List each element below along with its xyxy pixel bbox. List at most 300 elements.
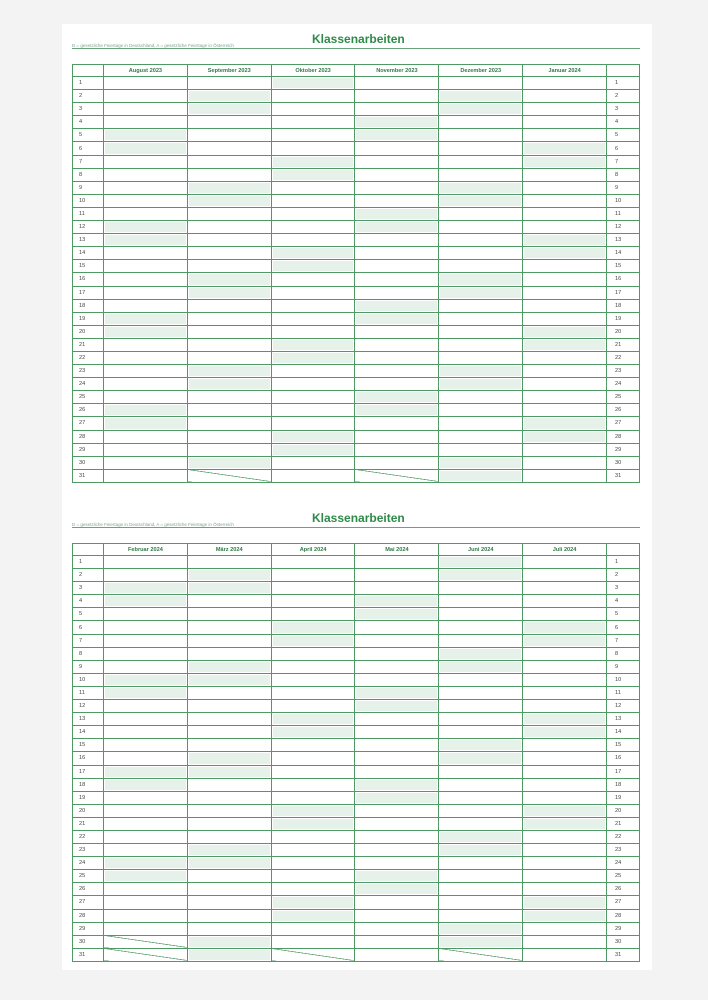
exam-entry-cell[interactable] xyxy=(271,181,355,194)
exam-entry-cell[interactable] xyxy=(439,765,523,778)
exam-entry-cell[interactable] xyxy=(187,804,271,817)
exam-entry-cell[interactable] xyxy=(271,168,355,181)
exam-entry-cell[interactable] xyxy=(104,273,188,286)
exam-entry-cell[interactable] xyxy=(355,765,439,778)
exam-entry-cell[interactable] xyxy=(187,686,271,699)
exam-entry-cell[interactable] xyxy=(355,194,439,207)
exam-entry-cell[interactable] xyxy=(355,556,439,569)
exam-entry-cell[interactable] xyxy=(104,194,188,207)
exam-entry-cell[interactable] xyxy=(104,608,188,621)
exam-entry-cell[interactable] xyxy=(355,430,439,443)
unused-day-cell[interactable] xyxy=(355,469,439,482)
exam-entry-cell[interactable] xyxy=(271,325,355,338)
exam-entry-cell[interactable] xyxy=(355,844,439,857)
exam-entry-cell[interactable] xyxy=(523,909,607,922)
exam-entry-cell[interactable] xyxy=(187,857,271,870)
exam-entry-cell[interactable] xyxy=(439,194,523,207)
exam-entry-cell[interactable] xyxy=(271,857,355,870)
exam-entry-cell[interactable] xyxy=(271,582,355,595)
exam-entry-cell[interactable] xyxy=(187,595,271,608)
exam-entry-cell[interactable] xyxy=(439,922,523,935)
exam-entry-cell[interactable] xyxy=(439,896,523,909)
exam-entry-cell[interactable] xyxy=(523,556,607,569)
exam-entry-cell[interactable] xyxy=(355,273,439,286)
exam-entry-cell[interactable] xyxy=(271,830,355,843)
exam-entry-cell[interactable] xyxy=(104,312,188,325)
exam-entry-cell[interactable] xyxy=(355,883,439,896)
exam-entry-cell[interactable] xyxy=(104,804,188,817)
exam-entry-cell[interactable] xyxy=(523,647,607,660)
exam-entry-cell[interactable] xyxy=(439,247,523,260)
exam-entry-cell[interactable] xyxy=(523,351,607,364)
exam-entry-cell[interactable] xyxy=(104,726,188,739)
exam-entry-cell[interactable] xyxy=(187,700,271,713)
exam-entry-cell[interactable] xyxy=(271,595,355,608)
exam-entry-cell[interactable] xyxy=(271,260,355,273)
exam-entry-cell[interactable] xyxy=(523,778,607,791)
unused-day-cell[interactable] xyxy=(187,469,271,482)
exam-entry-cell[interactable] xyxy=(271,247,355,260)
exam-entry-cell[interactable] xyxy=(271,443,355,456)
exam-entry-cell[interactable] xyxy=(355,686,439,699)
exam-entry-cell[interactable] xyxy=(271,456,355,469)
unused-day-cell[interactable] xyxy=(271,948,355,961)
exam-entry-cell[interactable] xyxy=(187,260,271,273)
exam-entry-cell[interactable] xyxy=(523,817,607,830)
exam-entry-cell[interactable] xyxy=(439,286,523,299)
exam-entry-cell[interactable] xyxy=(355,456,439,469)
exam-entry-cell[interactable] xyxy=(523,870,607,883)
exam-entry-cell[interactable] xyxy=(355,857,439,870)
exam-entry-cell[interactable] xyxy=(355,155,439,168)
exam-entry-cell[interactable] xyxy=(104,556,188,569)
exam-entry-cell[interactable] xyxy=(355,909,439,922)
exam-entry-cell[interactable] xyxy=(355,621,439,634)
exam-entry-cell[interactable] xyxy=(271,647,355,660)
exam-entry-cell[interactable] xyxy=(439,129,523,142)
exam-entry-cell[interactable] xyxy=(523,713,607,726)
exam-entry-cell[interactable] xyxy=(523,325,607,338)
exam-entry-cell[interactable] xyxy=(271,817,355,830)
exam-entry-cell[interactable] xyxy=(104,569,188,582)
exam-entry-cell[interactable] xyxy=(355,830,439,843)
exam-entry-cell[interactable] xyxy=(523,948,607,961)
exam-entry-cell[interactable] xyxy=(187,660,271,673)
exam-entry-cell[interactable] xyxy=(104,404,188,417)
exam-entry-cell[interactable] xyxy=(439,870,523,883)
exam-entry-cell[interactable] xyxy=(187,830,271,843)
exam-entry-cell[interactable] xyxy=(523,378,607,391)
exam-entry-cell[interactable] xyxy=(355,221,439,234)
exam-entry-cell[interactable] xyxy=(523,417,607,430)
exam-entry-cell[interactable] xyxy=(187,765,271,778)
exam-entry-cell[interactable] xyxy=(104,142,188,155)
exam-entry-cell[interactable] xyxy=(187,817,271,830)
exam-entry-cell[interactable] xyxy=(271,883,355,896)
exam-entry-cell[interactable] xyxy=(271,752,355,765)
exam-entry-cell[interactable] xyxy=(104,582,188,595)
exam-entry-cell[interactable] xyxy=(439,155,523,168)
exam-entry-cell[interactable] xyxy=(439,778,523,791)
exam-entry-cell[interactable] xyxy=(439,909,523,922)
exam-entry-cell[interactable] xyxy=(187,739,271,752)
exam-entry-cell[interactable] xyxy=(271,391,355,404)
exam-entry-cell[interactable] xyxy=(523,700,607,713)
exam-entry-cell[interactable] xyxy=(104,430,188,443)
exam-entry-cell[interactable] xyxy=(187,713,271,726)
exam-entry-cell[interactable] xyxy=(439,378,523,391)
exam-entry-cell[interactable] xyxy=(439,660,523,673)
exam-entry-cell[interactable] xyxy=(187,608,271,621)
exam-entry-cell[interactable] xyxy=(187,909,271,922)
exam-entry-cell[interactable] xyxy=(439,221,523,234)
exam-entry-cell[interactable] xyxy=(439,77,523,90)
exam-entry-cell[interactable] xyxy=(187,299,271,312)
exam-entry-cell[interactable] xyxy=(439,181,523,194)
exam-entry-cell[interactable] xyxy=(439,168,523,181)
exam-entry-cell[interactable] xyxy=(523,391,607,404)
exam-entry-cell[interactable] xyxy=(355,207,439,220)
exam-entry-cell[interactable] xyxy=(523,935,607,948)
exam-entry-cell[interactable] xyxy=(439,391,523,404)
exam-entry-cell[interactable] xyxy=(523,765,607,778)
exam-entry-cell[interactable] xyxy=(271,909,355,922)
exam-entry-cell[interactable] xyxy=(271,90,355,103)
exam-entry-cell[interactable] xyxy=(104,700,188,713)
exam-entry-cell[interactable] xyxy=(187,456,271,469)
exam-entry-cell[interactable] xyxy=(523,830,607,843)
exam-entry-cell[interactable] xyxy=(187,234,271,247)
exam-entry-cell[interactable] xyxy=(104,686,188,699)
exam-entry-cell[interactable] xyxy=(271,713,355,726)
exam-entry-cell[interactable] xyxy=(523,247,607,260)
exam-entry-cell[interactable] xyxy=(523,234,607,247)
exam-entry-cell[interactable] xyxy=(104,129,188,142)
exam-entry-cell[interactable] xyxy=(104,103,188,116)
exam-entry-cell[interactable] xyxy=(523,129,607,142)
exam-entry-cell[interactable] xyxy=(439,312,523,325)
exam-entry-cell[interactable] xyxy=(104,870,188,883)
exam-entry-cell[interactable] xyxy=(523,77,607,90)
exam-entry-cell[interactable] xyxy=(187,273,271,286)
exam-entry-cell[interactable] xyxy=(187,634,271,647)
exam-entry-cell[interactable] xyxy=(271,634,355,647)
exam-entry-cell[interactable] xyxy=(271,299,355,312)
exam-entry-cell[interactable] xyxy=(523,299,607,312)
exam-entry-cell[interactable] xyxy=(104,181,188,194)
exam-entry-cell[interactable] xyxy=(355,260,439,273)
exam-entry-cell[interactable] xyxy=(439,713,523,726)
exam-entry-cell[interactable] xyxy=(439,207,523,220)
exam-entry-cell[interactable] xyxy=(355,752,439,765)
exam-entry-cell[interactable] xyxy=(104,469,188,482)
exam-entry-cell[interactable] xyxy=(355,673,439,686)
exam-entry-cell[interactable] xyxy=(104,883,188,896)
exam-entry-cell[interactable] xyxy=(187,351,271,364)
exam-entry-cell[interactable] xyxy=(104,116,188,129)
exam-entry-cell[interactable] xyxy=(104,739,188,752)
exam-entry-cell[interactable] xyxy=(271,430,355,443)
exam-entry-cell[interactable] xyxy=(523,686,607,699)
exam-entry-cell[interactable] xyxy=(104,286,188,299)
exam-entry-cell[interactable] xyxy=(439,804,523,817)
exam-entry-cell[interactable] xyxy=(523,312,607,325)
exam-entry-cell[interactable] xyxy=(523,443,607,456)
exam-entry-cell[interactable] xyxy=(523,286,607,299)
exam-entry-cell[interactable] xyxy=(355,726,439,739)
exam-entry-cell[interactable] xyxy=(439,443,523,456)
exam-entry-cell[interactable] xyxy=(271,700,355,713)
exam-entry-cell[interactable] xyxy=(104,234,188,247)
exam-entry-cell[interactable] xyxy=(439,273,523,286)
unused-day-cell[interactable] xyxy=(104,948,188,961)
exam-entry-cell[interactable] xyxy=(271,404,355,417)
exam-entry-cell[interactable] xyxy=(104,77,188,90)
exam-entry-cell[interactable] xyxy=(355,660,439,673)
exam-entry-cell[interactable] xyxy=(271,142,355,155)
exam-entry-cell[interactable] xyxy=(523,181,607,194)
exam-entry-cell[interactable] xyxy=(271,726,355,739)
exam-entry-cell[interactable] xyxy=(439,116,523,129)
exam-entry-cell[interactable] xyxy=(355,778,439,791)
exam-entry-cell[interactable] xyxy=(104,168,188,181)
exam-entry-cell[interactable] xyxy=(271,608,355,621)
exam-entry-cell[interactable] xyxy=(271,116,355,129)
exam-entry-cell[interactable] xyxy=(271,155,355,168)
exam-entry-cell[interactable] xyxy=(355,168,439,181)
exam-entry-cell[interactable] xyxy=(355,443,439,456)
exam-entry-cell[interactable] xyxy=(439,260,523,273)
exam-entry-cell[interactable] xyxy=(523,660,607,673)
exam-entry-cell[interactable] xyxy=(355,181,439,194)
exam-entry-cell[interactable] xyxy=(355,247,439,260)
exam-entry-cell[interactable] xyxy=(523,582,607,595)
exam-entry-cell[interactable] xyxy=(523,469,607,482)
exam-entry-cell[interactable] xyxy=(355,700,439,713)
exam-entry-cell[interactable] xyxy=(439,686,523,699)
exam-entry-cell[interactable] xyxy=(439,234,523,247)
exam-entry-cell[interactable] xyxy=(523,569,607,582)
exam-entry-cell[interactable] xyxy=(523,103,607,116)
exam-entry-cell[interactable] xyxy=(523,404,607,417)
exam-entry-cell[interactable] xyxy=(271,378,355,391)
exam-entry-cell[interactable] xyxy=(355,922,439,935)
exam-entry-cell[interactable] xyxy=(271,660,355,673)
exam-entry-cell[interactable] xyxy=(104,456,188,469)
exam-entry-cell[interactable] xyxy=(439,469,523,482)
exam-entry-cell[interactable] xyxy=(104,844,188,857)
exam-entry-cell[interactable] xyxy=(187,791,271,804)
exam-entry-cell[interactable] xyxy=(271,765,355,778)
exam-entry-cell[interactable] xyxy=(271,778,355,791)
exam-entry-cell[interactable] xyxy=(523,273,607,286)
exam-entry-cell[interactable] xyxy=(523,430,607,443)
exam-entry-cell[interactable] xyxy=(355,77,439,90)
exam-entry-cell[interactable] xyxy=(439,582,523,595)
exam-entry-cell[interactable] xyxy=(104,351,188,364)
exam-entry-cell[interactable] xyxy=(523,90,607,103)
exam-entry-cell[interactable] xyxy=(187,673,271,686)
exam-entry-cell[interactable] xyxy=(187,181,271,194)
exam-entry-cell[interactable] xyxy=(523,595,607,608)
exam-entry-cell[interactable] xyxy=(355,634,439,647)
exam-entry-cell[interactable] xyxy=(355,234,439,247)
exam-entry-cell[interactable] xyxy=(523,896,607,909)
exam-entry-cell[interactable] xyxy=(523,844,607,857)
exam-entry-cell[interactable] xyxy=(355,595,439,608)
exam-entry-cell[interactable] xyxy=(439,430,523,443)
exam-entry-cell[interactable] xyxy=(271,207,355,220)
exam-entry-cell[interactable] xyxy=(355,896,439,909)
exam-entry-cell[interactable] xyxy=(439,700,523,713)
exam-entry-cell[interactable] xyxy=(271,365,355,378)
exam-entry-cell[interactable] xyxy=(271,286,355,299)
exam-entry-cell[interactable] xyxy=(187,207,271,220)
exam-entry-cell[interactable] xyxy=(187,922,271,935)
exam-entry-cell[interactable] xyxy=(187,778,271,791)
exam-entry-cell[interactable] xyxy=(355,804,439,817)
exam-entry-cell[interactable] xyxy=(271,569,355,582)
exam-entry-cell[interactable] xyxy=(187,883,271,896)
exam-entry-cell[interactable] xyxy=(187,582,271,595)
exam-entry-cell[interactable] xyxy=(271,312,355,325)
exam-entry-cell[interactable] xyxy=(104,830,188,843)
exam-entry-cell[interactable] xyxy=(104,673,188,686)
exam-entry-cell[interactable] xyxy=(271,896,355,909)
exam-entry-cell[interactable] xyxy=(271,234,355,247)
exam-entry-cell[interactable] xyxy=(523,739,607,752)
exam-entry-cell[interactable] xyxy=(523,338,607,351)
exam-entry-cell[interactable] xyxy=(271,844,355,857)
exam-entry-cell[interactable] xyxy=(439,739,523,752)
exam-entry-cell[interactable] xyxy=(104,207,188,220)
exam-entry-cell[interactable] xyxy=(439,817,523,830)
exam-entry-cell[interactable] xyxy=(355,351,439,364)
exam-entry-cell[interactable] xyxy=(355,608,439,621)
exam-entry-cell[interactable] xyxy=(439,647,523,660)
exam-entry-cell[interactable] xyxy=(271,556,355,569)
exam-entry-cell[interactable] xyxy=(523,922,607,935)
exam-entry-cell[interactable] xyxy=(187,935,271,948)
exam-entry-cell[interactable] xyxy=(355,935,439,948)
exam-entry-cell[interactable] xyxy=(523,791,607,804)
exam-entry-cell[interactable] xyxy=(187,896,271,909)
exam-entry-cell[interactable] xyxy=(523,365,607,378)
exam-entry-cell[interactable] xyxy=(355,391,439,404)
exam-entry-cell[interactable] xyxy=(439,142,523,155)
exam-entry-cell[interactable] xyxy=(439,935,523,948)
exam-entry-cell[interactable] xyxy=(439,726,523,739)
exam-entry-cell[interactable] xyxy=(355,582,439,595)
exam-entry-cell[interactable] xyxy=(355,378,439,391)
exam-entry-cell[interactable] xyxy=(187,844,271,857)
exam-entry-cell[interactable] xyxy=(355,713,439,726)
exam-entry-cell[interactable] xyxy=(355,325,439,338)
exam-entry-cell[interactable] xyxy=(271,338,355,351)
exam-entry-cell[interactable] xyxy=(104,417,188,430)
exam-entry-cell[interactable] xyxy=(271,621,355,634)
exam-entry-cell[interactable] xyxy=(355,404,439,417)
exam-entry-cell[interactable] xyxy=(104,922,188,935)
exam-entry-cell[interactable] xyxy=(439,569,523,582)
exam-entry-cell[interactable] xyxy=(355,129,439,142)
unused-day-cell[interactable] xyxy=(439,948,523,961)
exam-entry-cell[interactable] xyxy=(439,595,523,608)
exam-entry-cell[interactable] xyxy=(355,299,439,312)
exam-entry-cell[interactable] xyxy=(355,417,439,430)
exam-entry-cell[interactable] xyxy=(187,870,271,883)
exam-entry-cell[interactable] xyxy=(355,312,439,325)
exam-entry-cell[interactable] xyxy=(355,569,439,582)
exam-entry-cell[interactable] xyxy=(104,752,188,765)
exam-entry-cell[interactable] xyxy=(187,90,271,103)
exam-entry-cell[interactable] xyxy=(187,168,271,181)
exam-entry-cell[interactable] xyxy=(187,129,271,142)
exam-entry-cell[interactable] xyxy=(523,634,607,647)
exam-entry-cell[interactable] xyxy=(187,569,271,582)
exam-entry-cell[interactable] xyxy=(439,338,523,351)
exam-entry-cell[interactable] xyxy=(523,194,607,207)
exam-entry-cell[interactable] xyxy=(355,90,439,103)
exam-entry-cell[interactable] xyxy=(104,247,188,260)
exam-entry-cell[interactable] xyxy=(104,660,188,673)
exam-entry-cell[interactable] xyxy=(187,194,271,207)
exam-entry-cell[interactable] xyxy=(104,817,188,830)
exam-entry-cell[interactable] xyxy=(271,673,355,686)
exam-entry-cell[interactable] xyxy=(271,221,355,234)
exam-entry-cell[interactable] xyxy=(104,713,188,726)
exam-entry-cell[interactable] xyxy=(187,726,271,739)
exam-entry-cell[interactable] xyxy=(104,765,188,778)
exam-entry-cell[interactable] xyxy=(523,221,607,234)
unused-day-cell[interactable] xyxy=(104,935,188,948)
exam-entry-cell[interactable] xyxy=(271,686,355,699)
exam-entry-cell[interactable] xyxy=(187,142,271,155)
exam-entry-cell[interactable] xyxy=(104,909,188,922)
exam-entry-cell[interactable] xyxy=(439,673,523,686)
exam-entry-cell[interactable] xyxy=(104,621,188,634)
exam-entry-cell[interactable] xyxy=(187,221,271,234)
exam-entry-cell[interactable] xyxy=(439,844,523,857)
exam-entry-cell[interactable] xyxy=(439,752,523,765)
exam-entry-cell[interactable] xyxy=(271,935,355,948)
exam-entry-cell[interactable] xyxy=(355,286,439,299)
exam-entry-cell[interactable] xyxy=(104,896,188,909)
exam-entry-cell[interactable] xyxy=(187,391,271,404)
exam-entry-cell[interactable] xyxy=(439,351,523,364)
exam-entry-cell[interactable] xyxy=(271,739,355,752)
exam-entry-cell[interactable] xyxy=(523,168,607,181)
exam-entry-cell[interactable] xyxy=(271,922,355,935)
exam-entry-cell[interactable] xyxy=(187,556,271,569)
exam-entry-cell[interactable] xyxy=(187,365,271,378)
exam-entry-cell[interactable] xyxy=(104,221,188,234)
exam-entry-cell[interactable] xyxy=(355,116,439,129)
exam-entry-cell[interactable] xyxy=(187,647,271,660)
exam-entry-cell[interactable] xyxy=(523,752,607,765)
exam-entry-cell[interactable] xyxy=(523,155,607,168)
exam-entry-cell[interactable] xyxy=(439,791,523,804)
exam-entry-cell[interactable] xyxy=(439,365,523,378)
exam-entry-cell[interactable] xyxy=(104,299,188,312)
exam-entry-cell[interactable] xyxy=(104,155,188,168)
exam-entry-cell[interactable] xyxy=(355,791,439,804)
exam-entry-cell[interactable] xyxy=(355,739,439,752)
exam-entry-cell[interactable] xyxy=(355,338,439,351)
exam-entry-cell[interactable] xyxy=(439,325,523,338)
exam-entry-cell[interactable] xyxy=(355,647,439,660)
exam-entry-cell[interactable] xyxy=(439,417,523,430)
